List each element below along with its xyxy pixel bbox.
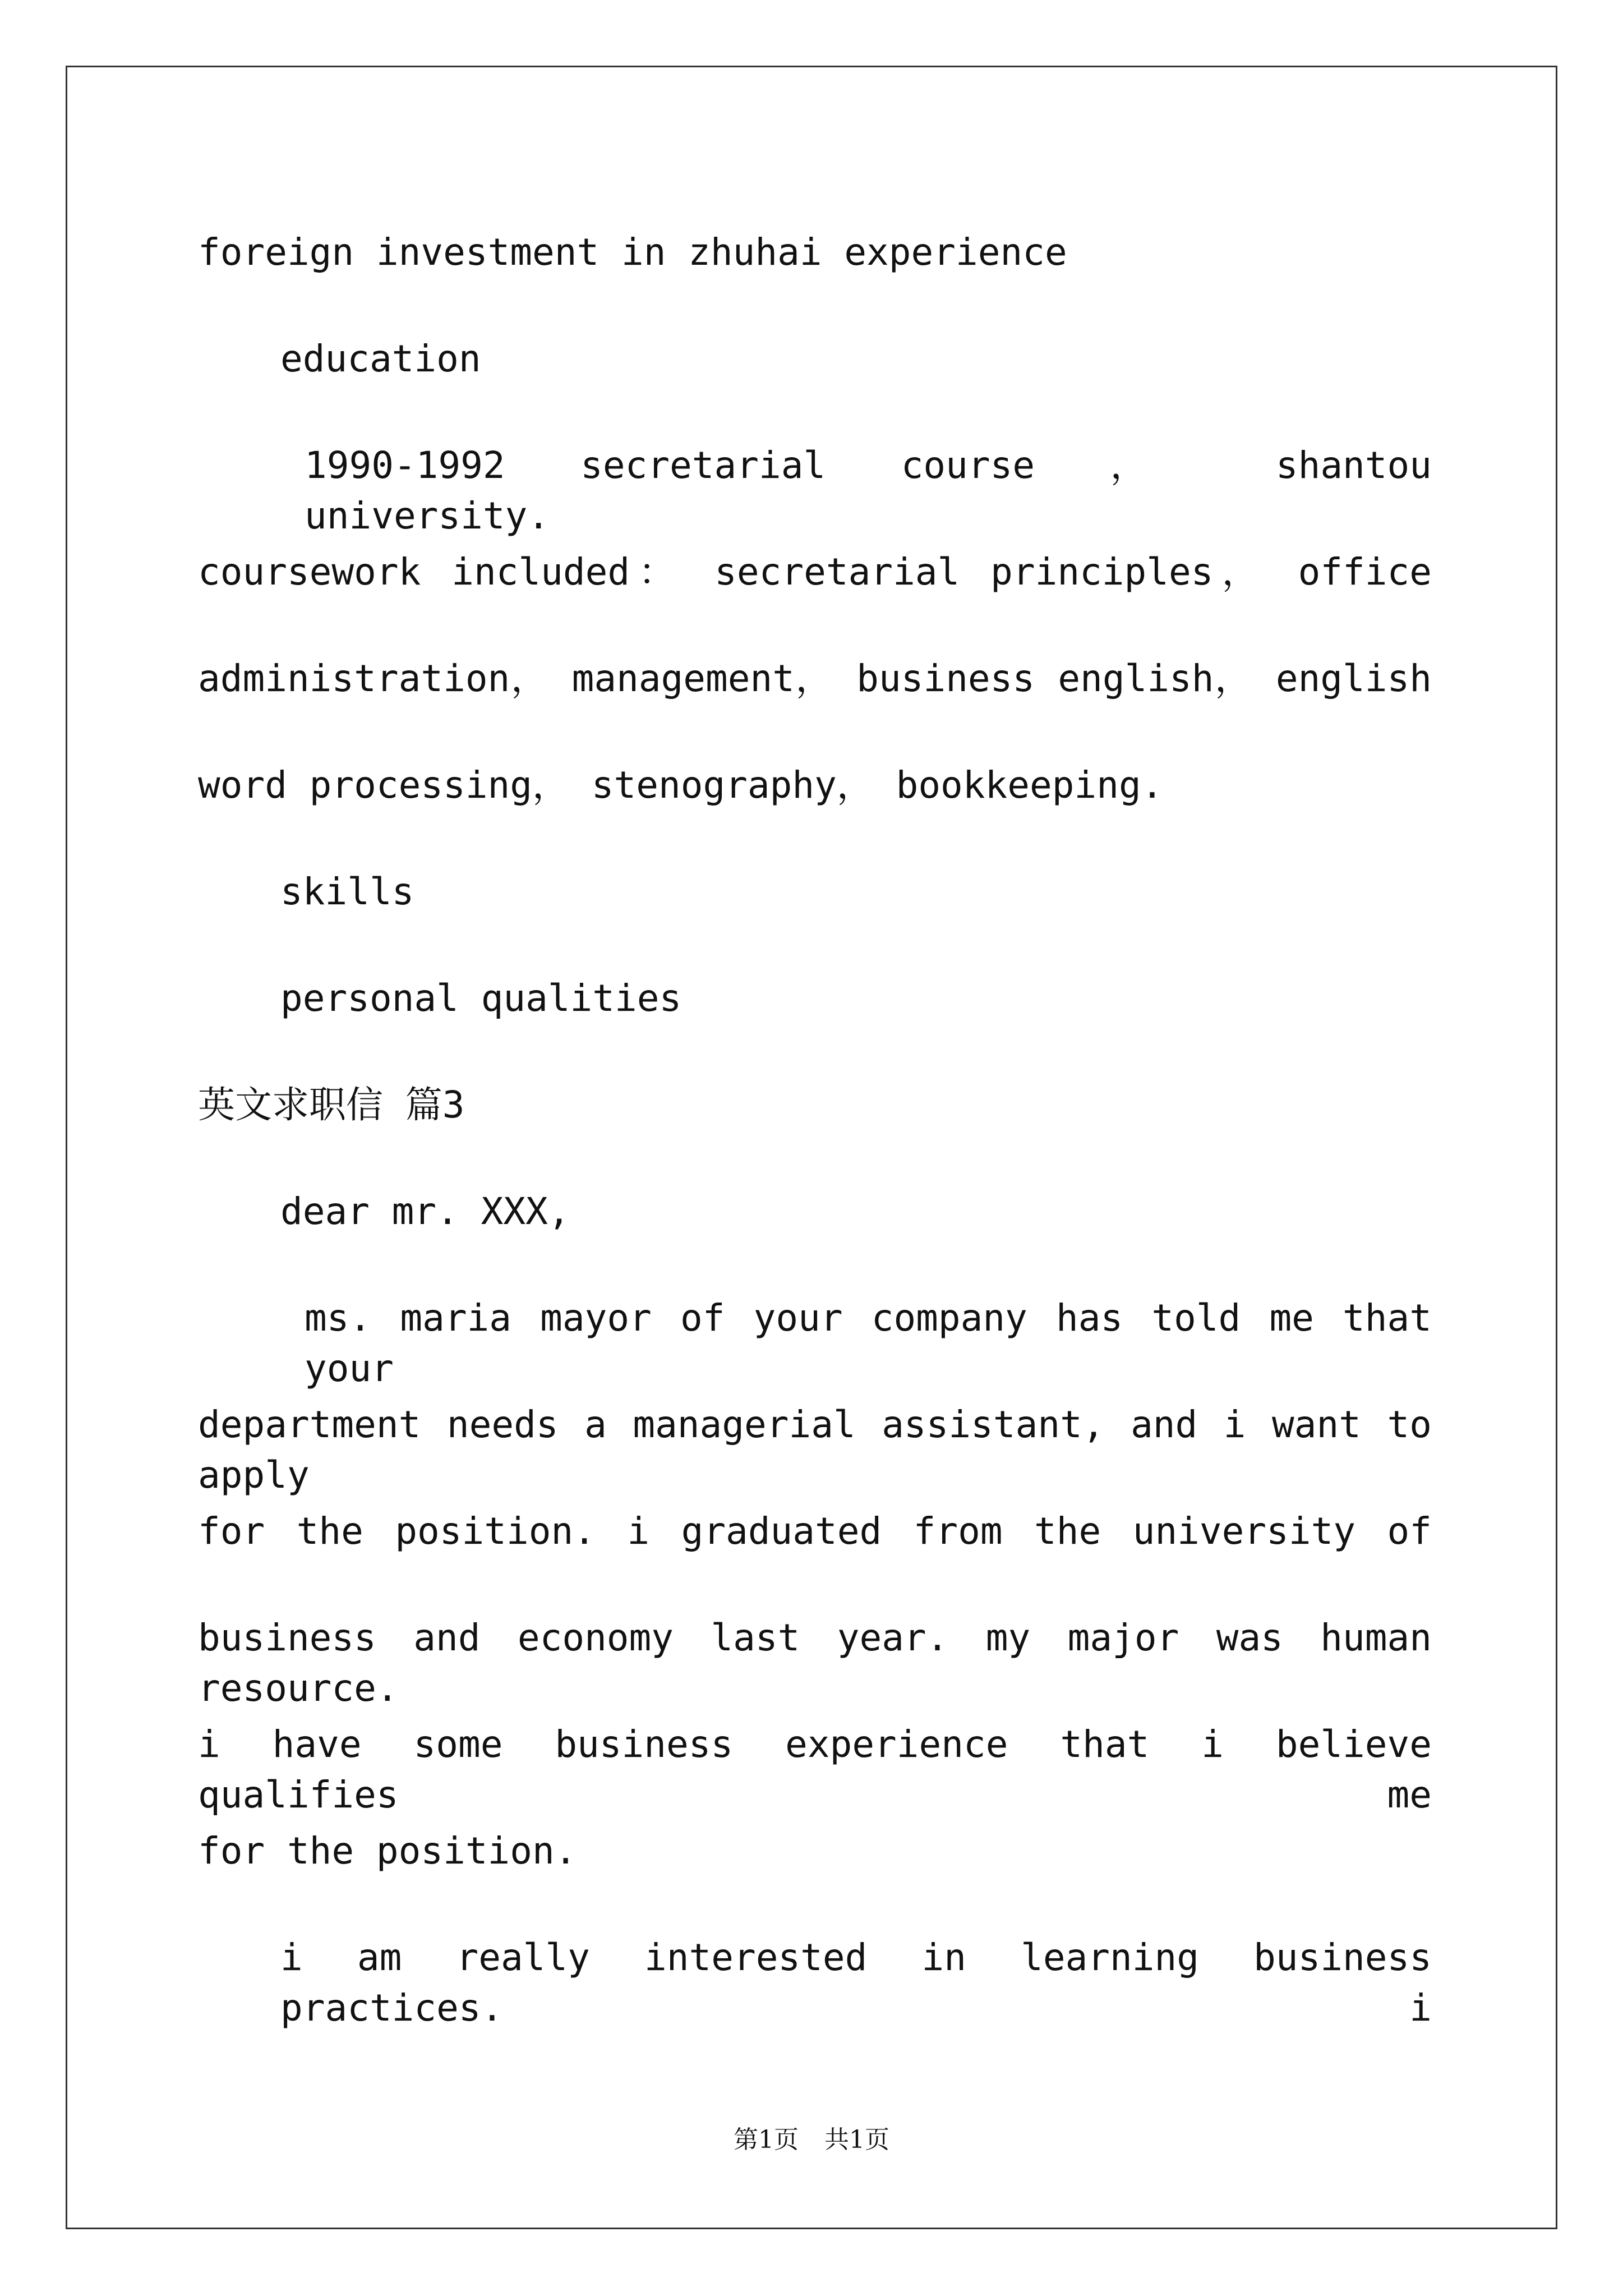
section-heading-personal-qualities: personal qualities: [280, 977, 682, 1020]
section-heading-education: education: [280, 337, 481, 380]
text-line: word processing， stenography， bookkeeping.: [198, 763, 1164, 807]
text-line: ms. maria mayor of your company has told me that your: [305, 1296, 1432, 1390]
page-border: [66, 66, 1557, 2229]
section-heading-skills: skills: [280, 870, 414, 913]
text-line: administration， management， business english， english: [198, 657, 1432, 700]
text-line: 1990-1992 secretarial course ， shantou university.: [305, 444, 1432, 537]
text-line: for the position.: [198, 1829, 577, 1872]
text-line: i am really interested in learning business practices. i: [280, 1936, 1432, 2030]
text-line: i have some business experience that i believe qualifies me: [198, 1723, 1432, 1816]
page-footer: [0, 2119, 1623, 2155]
salutation: dear mr. XXX,: [280, 1190, 570, 1233]
text-line: for the position. i graduated from the university of: [198, 1510, 1432, 1553]
text-line: department needs a managerial assistant, and i want to apply: [198, 1403, 1432, 1497]
text-line: business and economy last year. my major was human resource.: [198, 1616, 1432, 1710]
text-line: foreign investment in zhuhai experience: [198, 231, 1067, 274]
page-total: 共1页: [824, 2125, 889, 2154]
page-number: 第1页: [734, 2125, 799, 2154]
article-heading: 英文求职信 篇3: [198, 1083, 465, 1126]
text-line: coursework included： secretarial principles， office: [198, 550, 1432, 593]
